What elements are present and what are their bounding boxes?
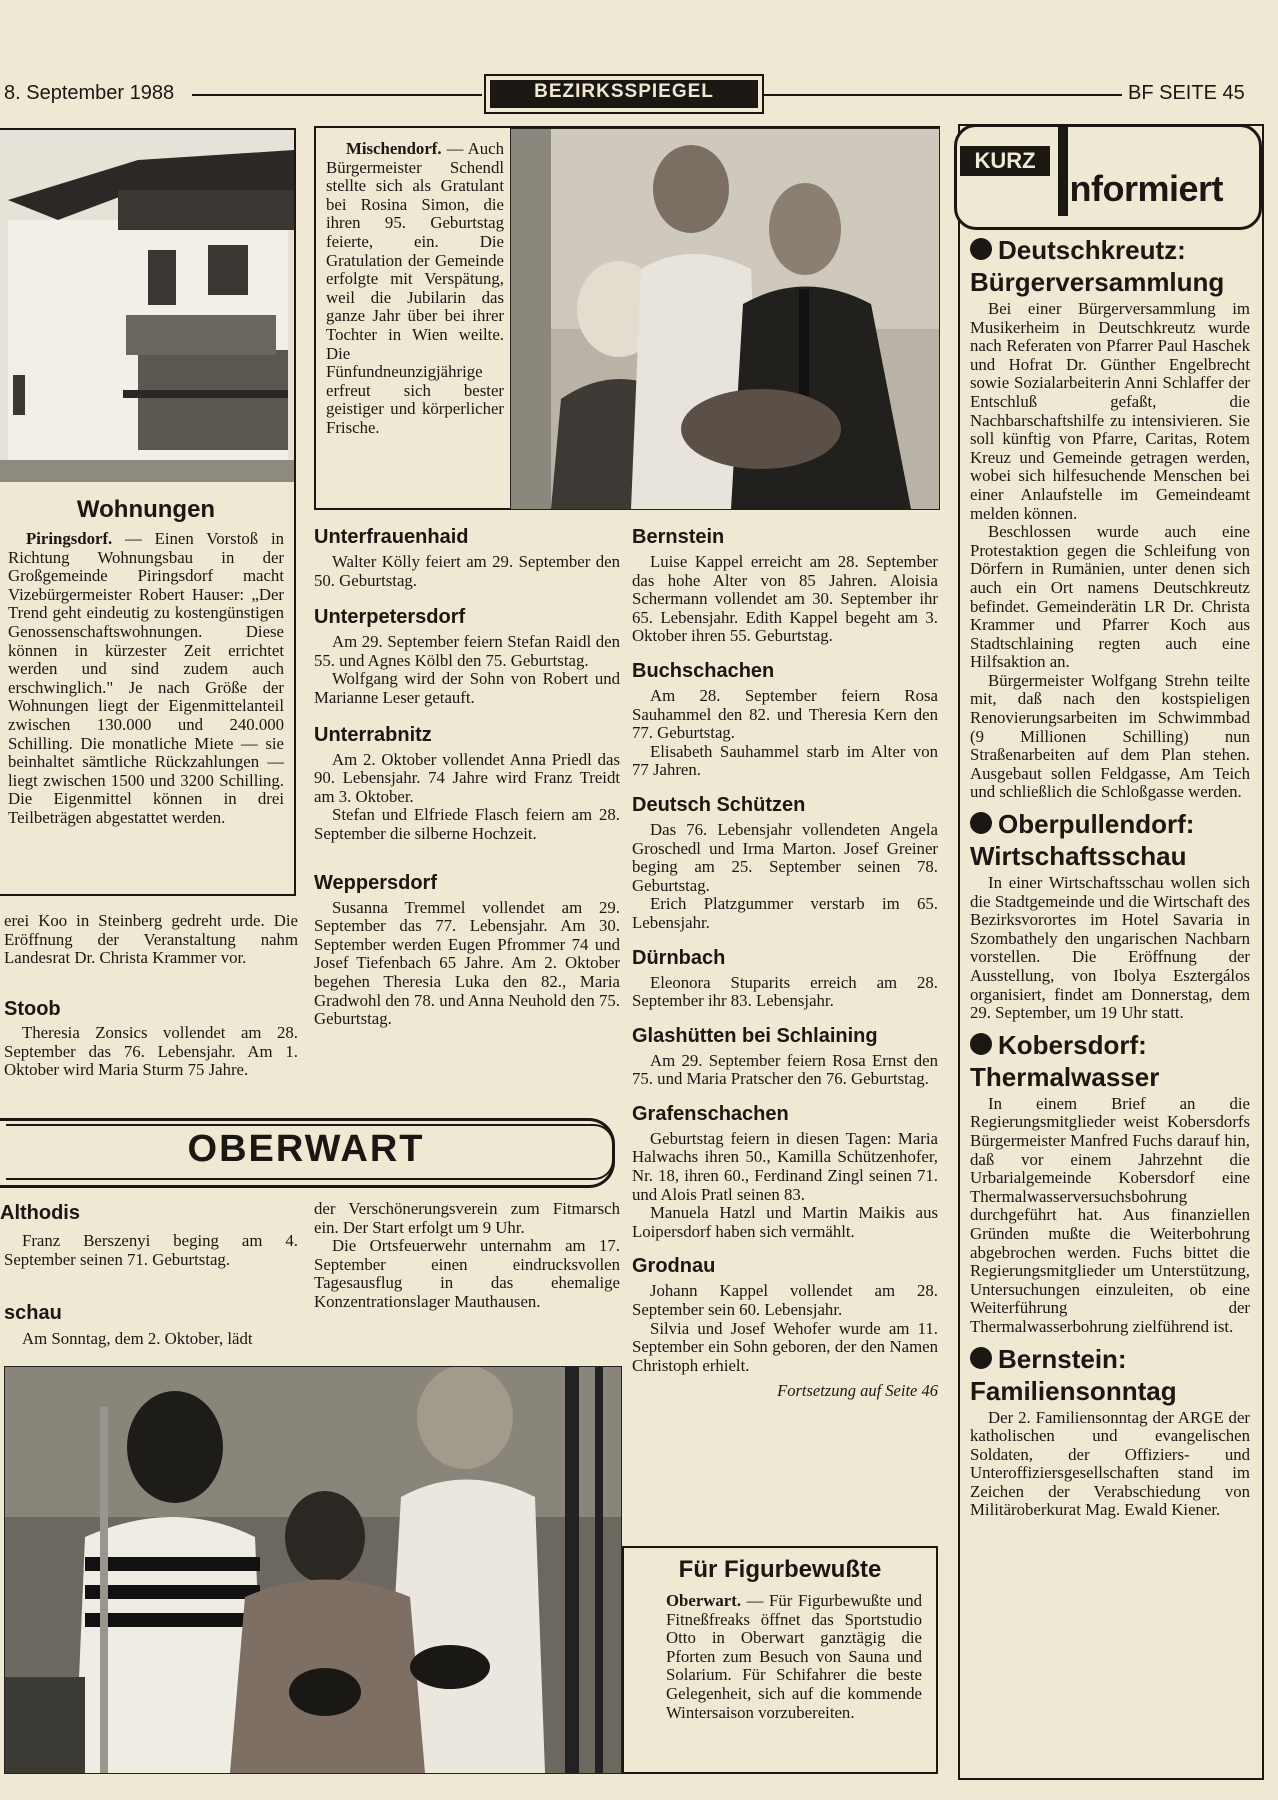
section-text: Stefan und Elfriede Flasch feiern am 28. September die silberne Hochzeit. bbox=[314, 805, 620, 843]
oberwart-title: OBERWART bbox=[187, 1128, 425, 1170]
bullet-icon bbox=[970, 1347, 992, 1369]
bullet-icon bbox=[970, 1033, 992, 1055]
bullet-icon bbox=[970, 812, 992, 834]
section-grodnau bbox=[632, 1255, 938, 1375]
mischendorf-dateline: Mischendorf. bbox=[346, 139, 442, 158]
left-fragment bbox=[4, 912, 298, 968]
issue-date: 8. September 1988 bbox=[4, 82, 175, 104]
wohnungen-text: — Einen Vorstoß in Richtung Wohnungsbau in der Großgemeinde Piringsdorf macht Vizebürgermeister Robert Hauser: „Der Trend geht eindeutig zu kostengünstigen Genossenschaftswohnungen. Diese können in kürzester Zeit errichtet werden und sind zudem auch erschwinglich." Je nach Größe der Wohnungen liegt der Eigenmittelanteil zwischen 130.000 und 240.000 Schilling. Die monatliche Miete — sie beinhaltet sämtliche Rückzahlungen — liegt zwischen 1500 und 3200 Schilling. Die Eigenmittel können in drei Teilbeträgen abgestattet werden. bbox=[8, 529, 284, 827]
section-text: Wolfgang wird der Sohn von Robert und Marianne Leser getauft. bbox=[314, 669, 620, 707]
althodis-heading: Althodis bbox=[0, 1202, 80, 1224]
mischendorf-article bbox=[326, 140, 504, 438]
continuation-text: Die Ortsfeuerwehr unternahm am 17. September einen eindrucksvollen Tagesausflug in das ehemalige Konzentrationslager Mauthausen. bbox=[314, 1236, 620, 1311]
section-heading: Grafenschachen bbox=[632, 1102, 789, 1125]
mischendorf-text: — Auch Bürgermeister Schendl stellte sich als Gratulant bei Rosina Simon, die ihren 95. Geburtstag feierte, ein. Die Gratulation der Gemeinde erfolgte mit Verspätung, weil die Jubilarin das ganze Jahr über bei ihrer Tochter in Wien weilte. Die Fünfundneunzigjährige erfreut sich bester geistiger und körperlicher Frische. bbox=[326, 139, 504, 437]
section-title: BEZIRKSSPIEGEL bbox=[490, 80, 758, 108]
section-text: Eleonora Stuparits erreich am 28. September ihr 83. Lebensjahr. bbox=[632, 972, 938, 1011]
oberwart-banner bbox=[0, 1118, 618, 1188]
section-weppersdorf bbox=[314, 872, 620, 1029]
kurz-item-heading: Bernstein: Familiensonntag bbox=[970, 1343, 1177, 1406]
stoob-heading: Stoob bbox=[4, 998, 61, 1020]
section-unterrabnitz bbox=[314, 724, 620, 844]
kurz-item-text: Bürgermeister Wolfgang Strehn teilte mit, daß nach den kostspieligen Renovierungsarbeiten im Schwimmbad (9 Millionen Schilling) nun Straßenarbeiten auf dem Plan stehen. Ausgebaut sollen Feldgasse, Am Teich und schließlich die Schloßgasse werden. bbox=[970, 670, 1250, 802]
section-text: Das 76. Lebensjahr vollendeten Angela Groschedl und Irma Marton. Josef Greiner beging am 25. September seinen 78. Geburtstag. bbox=[632, 819, 938, 895]
kurz-title: Informiert bbox=[1060, 168, 1224, 209]
figur-box bbox=[622, 1546, 938, 1774]
kurz-item-text: Der 2. Familiensonntag der ARGE der katholischen und evangelischen Soldaten, der Offiziers- und Unteroffiziersgesellschaften stand im Zeichen der Verabschiedung von Militäroberkurat Mag. Ewald Kiener. bbox=[970, 1407, 1250, 1520]
section-heading: Glashütten bei Schlaining bbox=[632, 1024, 878, 1047]
section-glashuetten bbox=[632, 1025, 938, 1089]
kurz-item-text: In einer Wirtschaftsschau wollen sich die Stadtgemeinde und die Wirtschaft des Bezirksvorortes im Hotel Savaria in Szombathely den ungarischen Nachbarn vorstellen. Die Eröffnung der Ausstellung, von Ibolya Esztergálos organisiert, findet am Donnerstag, dem 29. September, um 19 Uhr statt. bbox=[970, 873, 1250, 1023]
kurz-item-text: Beschlossen wurde auch eine Protestaktion gegen die Schleifung von Dörfern in Rumänien, unter denen sich auch ein Ort namens Deutschkreutz befindet. Gemeinderätin LR Dr. Christa Krammer und Pfarrer Koch aus Stadtschlaining regten auch eine Hilfsaktion an. bbox=[970, 522, 1250, 672]
section-heading: Deutsch Schützen bbox=[632, 793, 806, 816]
althodis-text: Franz Berszenyi beging am 4. September seinen 71. Geburtstag. bbox=[4, 1231, 298, 1269]
section-bernstein bbox=[632, 526, 938, 646]
kurz-item bbox=[970, 234, 1250, 802]
continuation-text: der Verschönerungsverein zum Fitmarsch ein. Der Start erfolgt um 9 Uhr. bbox=[314, 1199, 620, 1237]
section-deutsch-schuetzen bbox=[632, 794, 938, 933]
house-photo bbox=[0, 130, 294, 482]
section-unterfrauenhaid bbox=[314, 526, 620, 590]
section-duernbach bbox=[632, 947, 938, 1011]
kurz-item bbox=[970, 1343, 1250, 1521]
section-banner bbox=[484, 74, 764, 114]
section-text: Silvia und Josef Wehofer wurde am 11. September ein Sohn geboren, der den Namen Christoph erhielt. bbox=[632, 1318, 938, 1375]
section-text: Am 2. Oktober vollendet Anna Priedl das 90. Lebensjahr. 74 Jahre wird Franz Treidt am 3. Oktober. bbox=[314, 749, 620, 806]
kurz-item-heading: Oberpullendorf: Wirtschaftsschau bbox=[970, 809, 1195, 872]
section-heading: Bernstein bbox=[632, 526, 725, 548]
page-header bbox=[0, 80, 1278, 110]
stoob-text: Theresia Zonsics vollendet am 28. September das 76. Lebensjahr. Am 1. Oktober wird Maria Sturm 75 Jahre. bbox=[4, 1023, 298, 1080]
section-buchschachen bbox=[632, 660, 938, 780]
figur-title: Für Figurbewußte bbox=[678, 1556, 882, 1583]
section-heading: Unterpetersdorf bbox=[314, 606, 466, 629]
page-number: BF SEITE 45 bbox=[1128, 82, 1245, 104]
wohnungen-box bbox=[0, 128, 296, 896]
kurz-item-heading: Deutschkreutz: Bürgerversammlung bbox=[970, 235, 1225, 297]
stoob-article bbox=[4, 1024, 298, 1080]
kurz-item-text: Bei einer Bürgerversammlung im Musikerheim in Deutschkreutz wurde nach Referaten von Pfarrer Paul Haschek und Hofrat Dr. Günther Engelbrecht sowie Sozialarbeiterin Anni Schlaffer der Entschluß gefaßt, die Nachbarschaftshilfe zu intensivieren. Sie soll künftig von Pfarre, Caritas, Rotem Kreuz und Gemeinde getragen werden, wobei sich hilfesuchende Menschen bei einer Anlaufstelle im Gemeindeamt melden können. bbox=[970, 299, 1250, 523]
section-heading: Unterfrauenhaid bbox=[314, 526, 469, 548]
wohnungen-article bbox=[8, 530, 284, 828]
section-heading: Dürnbach bbox=[632, 946, 726, 969]
section-text: Johann Kappel vollendet am 28. September sein 60. Lebensjahr. bbox=[632, 1281, 938, 1320]
section-text: Am 29. September feiern Rosa Ernst den 75. und Maria Pratscher den 76. Geburtstag. bbox=[632, 1050, 938, 1089]
section-text: Elisabeth Sauhammel starb im Alter von 77 Jahren. bbox=[632, 741, 938, 780]
section-heading: Unterrabnitz bbox=[314, 723, 432, 746]
kurz-item bbox=[970, 808, 1250, 1023]
fitness-studio-image bbox=[5, 1367, 621, 1773]
section-text: Luise Kappel erreicht am 28. September das hohe Alter von 85 Jahren. Aloisia Schermann vollendet am 30. September ihr 65. Lebensjahr. Edith Kappel begeht am 3. Oktober ihren 55. Geburtstag. bbox=[632, 552, 938, 646]
section-text: Susanna Tremmel vollendet am 29. September das 77. Lebensjahr. Am 30. September werden Eugen Pfrommer 74 und Josef Tiefenbach 65 Jahre. Am 2. Oktober begehen Theresia Luka den 82., Maria Gradwohl den 78. und Anna Neuhold den 75. Geburtstag. bbox=[314, 897, 620, 1029]
house-image bbox=[0, 130, 294, 482]
continued-note: Fortsetzung auf Seite 46 bbox=[777, 1381, 938, 1401]
aschau-continuation bbox=[314, 1200, 620, 1312]
section-heading: Weppersdorf bbox=[314, 871, 437, 894]
aschau-text: Am Sonntag, dem 2. Oktober, lädt bbox=[22, 1329, 253, 1348]
mid-column-2 bbox=[632, 526, 938, 1401]
kurz-item bbox=[970, 1029, 1250, 1337]
section-text: Walter Kölly feiert am 29. September den 50. Geburtstag. bbox=[314, 552, 620, 590]
header-rule-right bbox=[762, 94, 1122, 96]
section-text: Geburtstag feiern in diesen Tagen: Maria Halwachs ihren 50., Kamilla Schützenhofer, Nr. 18, ihren 60., Ferdinand Zingl seinen 71. und Alois Pratl seinen 83. bbox=[632, 1128, 938, 1204]
section-text: Erich Platzgummer verstarb im 65. Lebensjahr. bbox=[632, 894, 938, 932]
wohnungen-title: Wohnungen bbox=[76, 496, 216, 523]
figur-text: — Für Figurbewußte und Fitneßfreaks öffnet das Sportstudio Otto in Oberwart ganztägig die Pforten zum Besuch von Sauna und Solarium. Für Schifahrer die beste Gelegenheit, sich auf die kommende Wintersaison vorzubereiten. bbox=[666, 1591, 922, 1722]
kurz-header bbox=[954, 124, 1256, 226]
mischendorf-box bbox=[314, 126, 940, 510]
wohnungen-dateline: Piringsdorf. bbox=[26, 529, 113, 548]
left-fragment-text: erei Koo in Steinberg gedreht urde. Die Eröffnung der Veranstaltung nahm Landesrat Dr. Christa Krammer vor. bbox=[4, 911, 298, 968]
section-text: Am 29. September feiern Stefan Raidl den 55. und Agnes Kölbl den 75. Geburtstag. bbox=[314, 632, 620, 670]
aschau-article bbox=[4, 1330, 298, 1349]
section-unterpetersdorf bbox=[314, 606, 620, 707]
kurz-badge: KURZ bbox=[960, 146, 1050, 176]
group-portrait-image bbox=[511, 129, 939, 509]
section-text: Manuela Hatzl und Martin Maikis aus Loipersdorf haben sich vermählt. bbox=[632, 1203, 938, 1241]
section-grafenschachen bbox=[632, 1103, 938, 1242]
fitness-photo bbox=[4, 1366, 622, 1774]
kurz-item-text: In einem Brief an die Regierungsmitglieder weist Kobersdorfs Bürgermeister Manfred Fuchs darauf hin, daß vor einem Jahrzehnt die Urbarialgemeinde Kobersdorf eine Thermalwasserversuchsbohrung durchgeführt hat. Aus finanziellen Gründen mußte die Weiterbohrung abgebrochen werden. Fuchs bittet die Regierungsmitglieder um Unterstützung, Untersuchungen einzuleiten, ob eine Weiterführung der Thermalwasserbohrung zielführend ist. bbox=[970, 1093, 1250, 1336]
kurz-items bbox=[970, 234, 1250, 1520]
mischendorf-photo bbox=[510, 128, 940, 510]
kurz-item-heading: Kobersdorf: Thermalwasser bbox=[970, 1029, 1160, 1092]
althodis-article bbox=[4, 1232, 298, 1269]
aschau-heading: schau bbox=[4, 1302, 62, 1324]
section-text: Am 28. September feiern Rosa Sauhammel den 82. und Theresia Kern den 77. Geburtstag. bbox=[632, 685, 938, 743]
section-heading: Buchschachen bbox=[632, 659, 775, 682]
section-heading: Grodnau bbox=[632, 1255, 716, 1278]
header-rule-left bbox=[192, 94, 482, 96]
mid-column-1 bbox=[314, 526, 620, 1029]
figur-article bbox=[666, 1592, 922, 1722]
figur-dateline: Oberwart. bbox=[666, 1591, 742, 1610]
bullet-icon bbox=[970, 238, 992, 260]
